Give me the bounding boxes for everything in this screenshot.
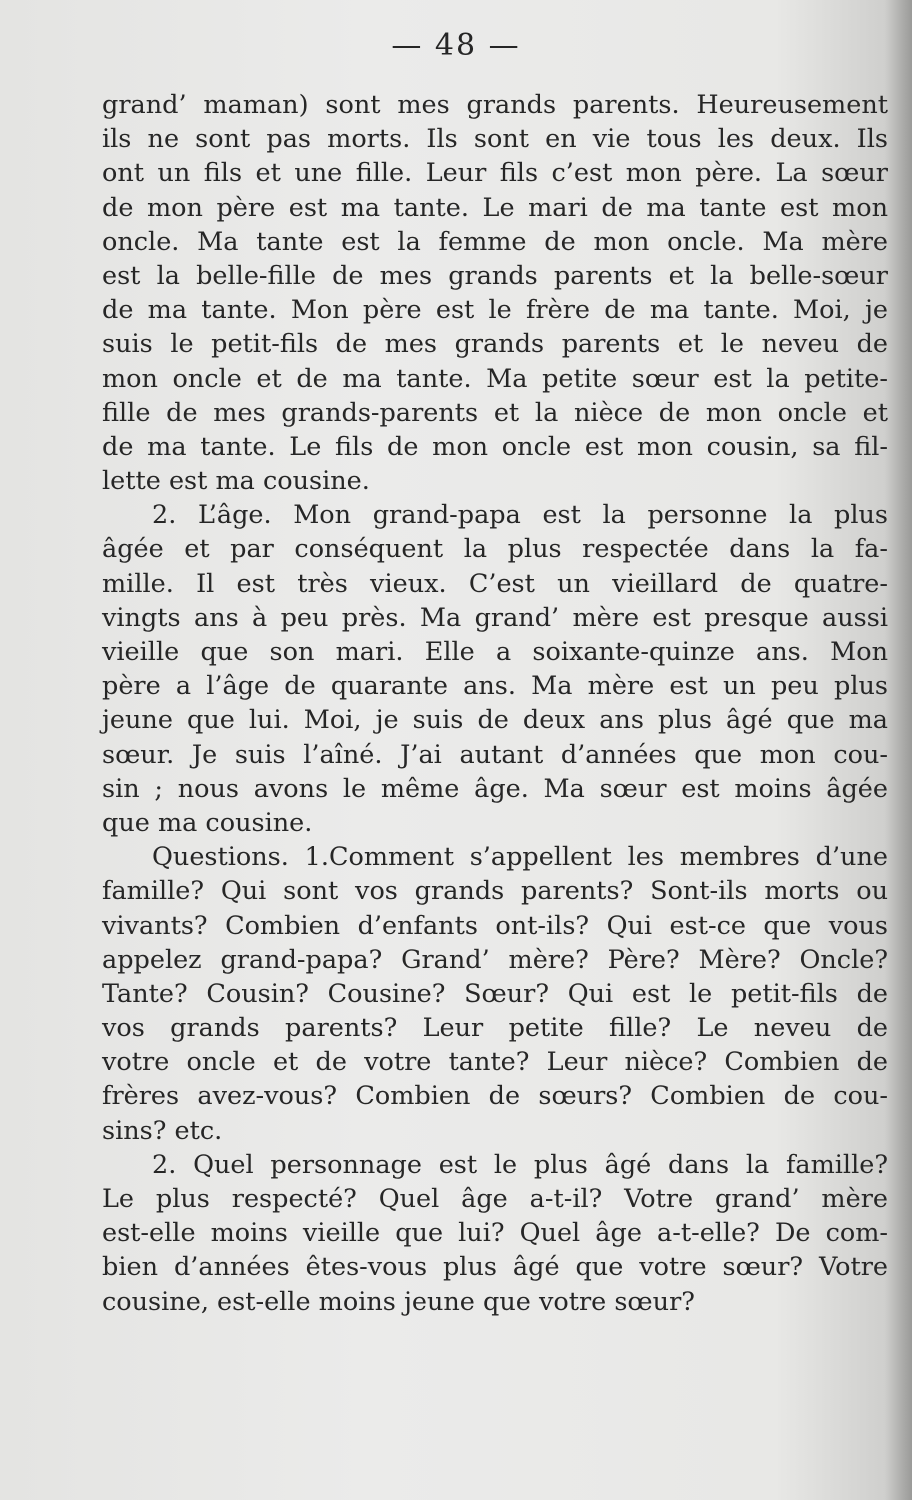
text-line: père a l’âge de quarante ans. Ma mère est un peu plus: [102, 671, 888, 702]
text-line: cousine, est-elle moins jeune que votre sœur?: [102, 1286, 695, 1317]
page-body-text: [102, 88, 888, 1319]
text-line: âgée et par conséquent la plus respectée dans la fa-: [102, 534, 888, 565]
text-line: appelez grand-papa? Grand’ mère? Père? Mère? Oncle?: [102, 944, 888, 975]
text-line: est-elle moins vieille que lui? Quel âge a-t-elle? De com-: [102, 1218, 888, 1249]
text-line: famille? Qui sont vos grands parents? Sont-ils morts ou: [102, 876, 888, 907]
text-line: vivants? Combien d’enfants ont-ils? Qui est-ce que vous: [102, 910, 888, 941]
text-line: de ma tante. Le fils de mon oncle est mon cousin, sa fil-: [102, 431, 888, 462]
text-line: frères avez-vous? Combien de sœurs? Combien de cou-: [102, 1081, 888, 1112]
text-line: ils ne sont pas morts. Ils sont en vie tous les deux. Ils: [102, 124, 888, 155]
page-number: — 48 —: [391, 28, 521, 63]
text-line: grand’ maman) sont mes grands parents. Heureusement: [102, 90, 888, 120]
questions-heading-line: Questions. 1.Comment s’appellent les membres d’une: [152, 842, 888, 873]
text-line: oncle. Ma tante est la femme de mon oncle. Ma mère: [102, 226, 888, 257]
text-line: de ma tante. Mon père est le frère de ma tante. Moi, je: [102, 295, 888, 326]
text-line: mille. Il est très vieux. C’est un vieillard de quatre-: [102, 568, 888, 599]
text-line: jeune que lui. Moi, je suis de deux ans plus âgé que ma: [102, 705, 888, 736]
section-heading-line: 2. L’âge. Mon grand-papa est la personne la plus: [152, 500, 888, 531]
text-line: sœur. Je suis l’aîné. J’ai autant d’années que mon cou-: [102, 739, 888, 770]
text-line: de mon père est ma tante. Le mari de ma tante est mon: [102, 192, 888, 223]
text-line: ont un fils et une fille. Leur fils c’est mon père. La sœur: [102, 158, 888, 189]
text-line: vingts ans à peu près. Ma grand’ mère est presque aussi: [102, 602, 888, 633]
text-line: fille de mes grands-parents et la nièce de mon oncle et: [102, 397, 888, 428]
text-line: bien d’années êtes-vous plus âgé que votre sœur? Votre: [102, 1252, 888, 1283]
text-line: lette est ma cousine.: [102, 466, 370, 497]
text-line: est la belle-fille de mes grands parents et la belle-sœur: [102, 260, 888, 291]
text-line: sin ; nous avons le même âge. Ma sœur est moins âgée: [102, 773, 888, 804]
text-line: sins? etc.: [102, 1115, 223, 1146]
text-line: vieille que son mari. Elle a soixante-quinze ans. Mon: [102, 637, 888, 667]
question-2-line: 2. Quel personnage est le plus âgé dans la famille?: [152, 1149, 888, 1180]
text-line: vos grands parents? Leur petite fille? Le neveu de: [102, 1013, 888, 1044]
text-line: suis le petit-fils de mes grands parents et le neveu de: [102, 329, 888, 360]
text-line: mon oncle et de ma tante. Ma petite sœur est la petite-: [102, 363, 888, 394]
text-line: Tante? Cousin? Cousine? Sœur? Qui est le petit-fils de: [102, 978, 888, 1009]
text-line: votre oncle et de votre tante? Leur nièce? Combien de: [102, 1047, 888, 1078]
text-line: que ma cousine.: [102, 807, 313, 838]
text-line: Le plus respecté? Quel âge a-t-il? Votre grand’ mère: [102, 1184, 888, 1214]
